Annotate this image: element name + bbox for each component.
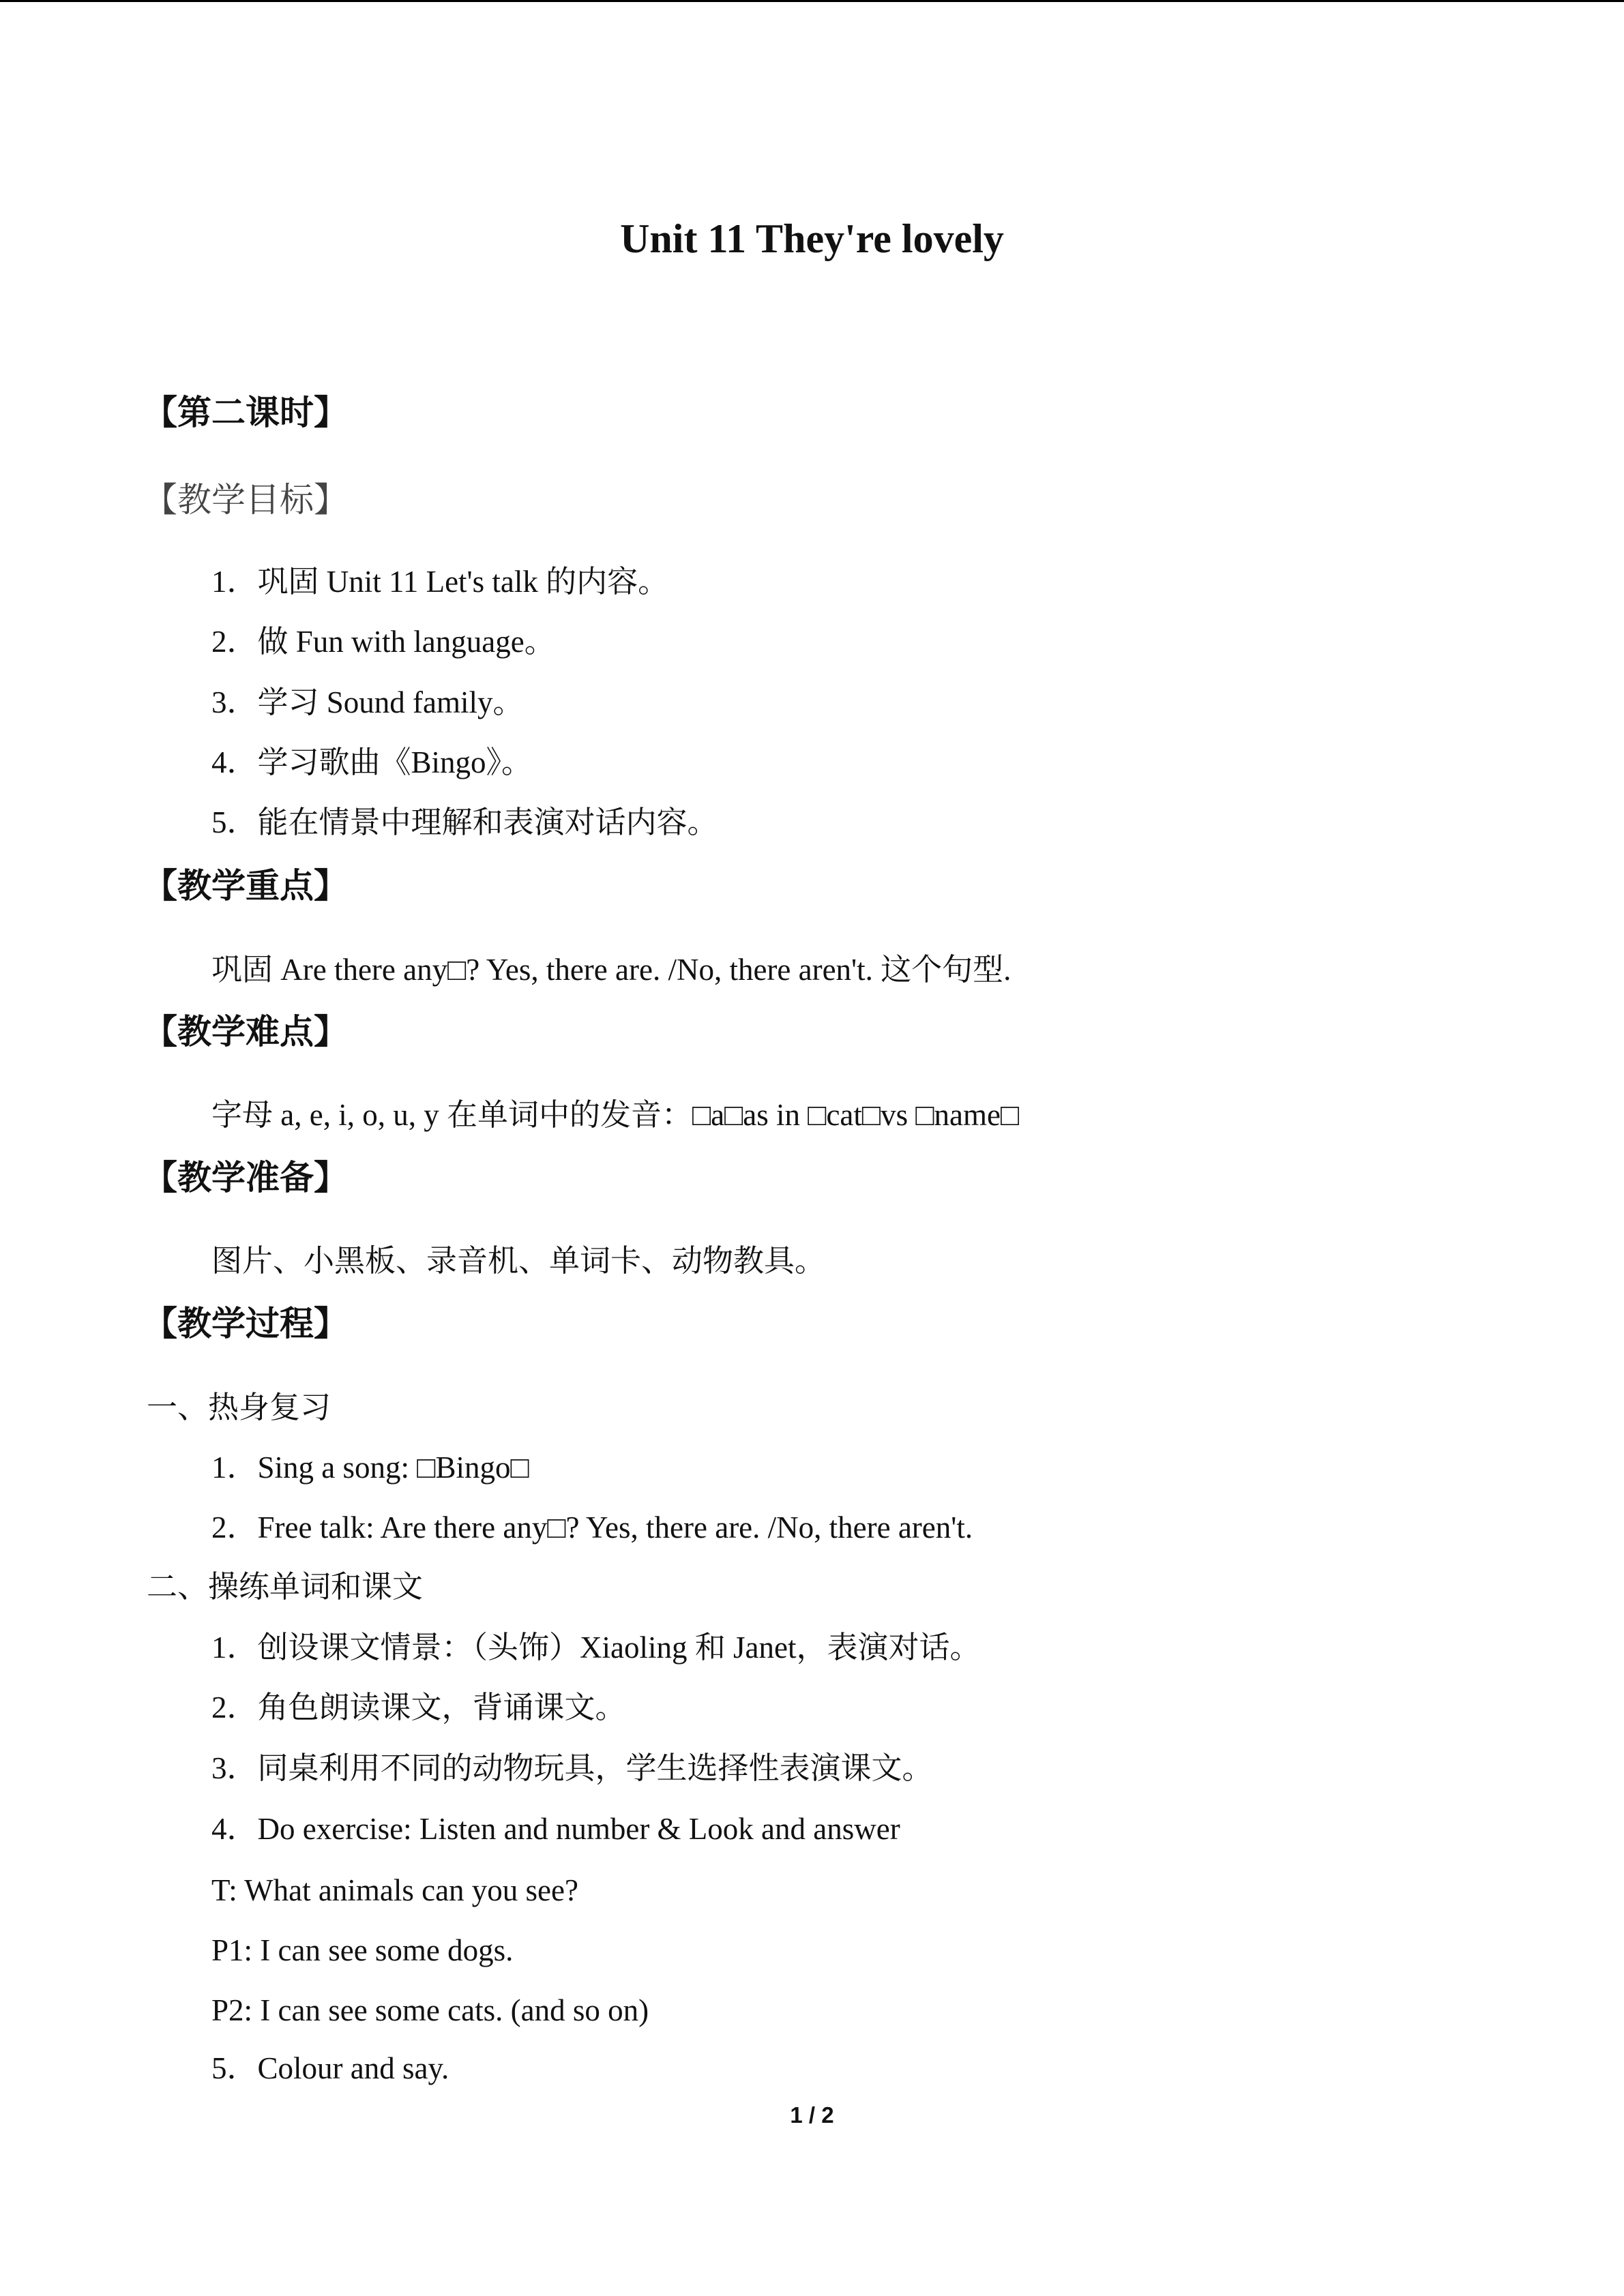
document-title: Unit 11 They're lovely: [620, 216, 1004, 261]
objective-item: 4．学习歌曲《Bingo》。: [211, 745, 533, 779]
objective-item: 2．做 Fun with language。: [211, 625, 555, 659]
objective-item: 3．学习 Sound family。: [211, 685, 524, 719]
difficulties-text: 字母 a, e, i, o, u, y 在单词中的发音：□a□as in □cat□vs □name□: [211, 1098, 1020, 1132]
practice-item: 3．同桌利用不同的动物玩具，学生选择性表演课文。: [211, 1751, 933, 1785]
practice-title: 二、操练单词和课文: [147, 1570, 424, 1604]
key-points-heading: 【教学重点】: [143, 866, 348, 906]
preparation-heading: 【教学准备】: [143, 1158, 348, 1197]
objectives-heading: 【教学目标】: [143, 480, 348, 520]
key-points-text: 巩固 Are there any□? Yes, there are. /No, there aren't. 这个句型.: [211, 953, 1012, 987]
warmup-item: 2．Free talk: Are there any□? Yes, there are. /No, there aren't.: [211, 1510, 973, 1545]
warmup-item: 1．Sing a song: □Bingo□: [211, 1450, 529, 1485]
warmup-title: 一、热身复习: [147, 1390, 331, 1425]
dialogue-line: P2: I can see some cats. (and so on): [211, 1993, 649, 2027]
page-number: 1 / 2: [790, 2102, 834, 2128]
dialogue-line: P1: I can see some dogs.: [211, 1933, 514, 1967]
practice-item: 4．Do exercise: Listen and number & Look and answer: [211, 1812, 900, 1846]
practice-item: 2．角色朗读课文，背诵课文。: [211, 1690, 626, 1725]
practice-item: 5．Colour and say.: [211, 2051, 449, 2085]
dialogue-line: T: What animals can you see?: [211, 1873, 578, 1907]
top-border-line: [0, 0, 1624, 2]
preparation-text: 图片、小黑板、录音机、单词卡、动物教具。: [211, 1244, 826, 1278]
process-heading: 【教学过程】: [143, 1304, 348, 1343]
practice-item: 1．创设课文情景：（头饰）Xiaoling 和 Janet，表演对话。: [211, 1630, 981, 1665]
objective-item: 5．能在情景中理解和表演对话内容。: [211, 805, 718, 839]
difficulties-heading: 【教学难点】: [143, 1012, 348, 1052]
objective-item: 1．巩固 Unit 11 Let's talk 的内容。: [211, 565, 669, 599]
lesson-tag: 【第二课时】: [143, 393, 348, 432]
